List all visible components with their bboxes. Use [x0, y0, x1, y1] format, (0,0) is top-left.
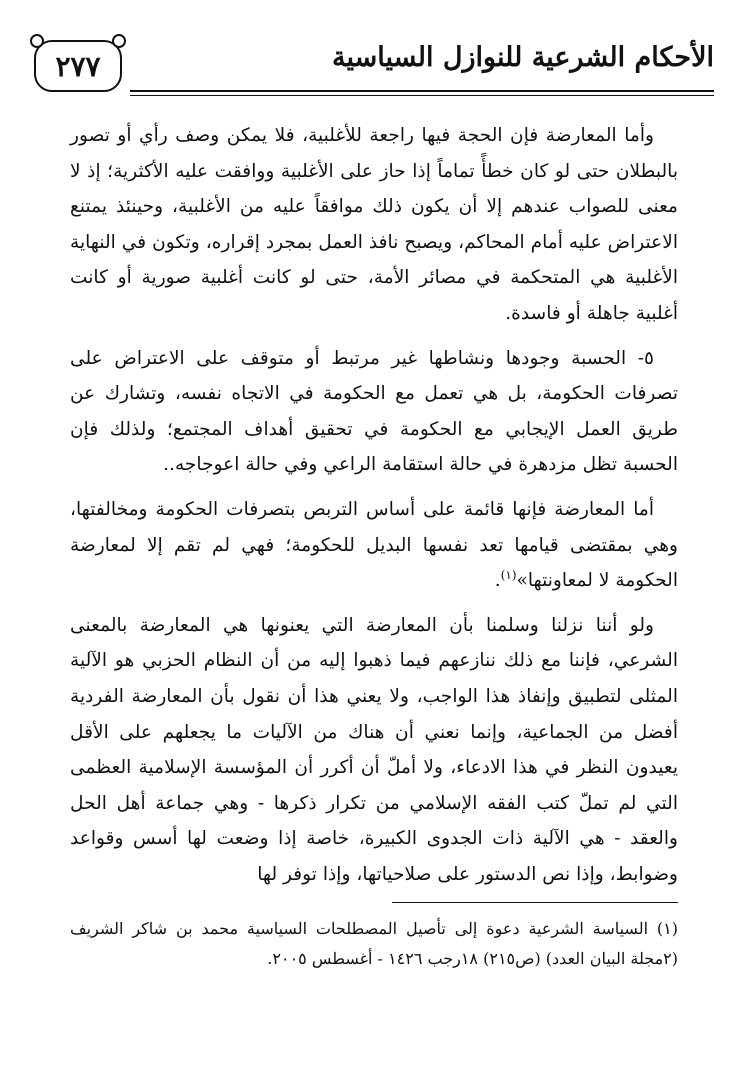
header-rule: [130, 90, 714, 92]
paragraph: وأما المعارضة فإن الحجة فيها راجعة للأغلبية، فلا يمكن وصف رأي أو تصور بالبطلان حتى لو كان خطأً تماماً إذا حاز على الأغلبية ووافقت عليه الأكثرية؛ إذ لا معنى للصواب عندهم إلا أن يكون ذلك موافقاً عليه من الأغلبية، وحينئذ يمتنع الاعتراض عليه أمام المحاكم، ويصبح نافذ العمل بمجرد إقراره، وتكون في النهاية الأغلبية هي المتحكمة في مصائر الأمة، حتى لو كانت أغلبية صورية أو كانت أغلبية جاهلة أو فاسدة.: [70, 125, 678, 324]
paragraph: [70, 492, 678, 599]
running-title: الأحكام الشرعية للنوازل السياسية: [332, 42, 714, 73]
page-header: [34, 36, 714, 108]
header-rule-thin: [130, 95, 714, 96]
page-number: ٢٧٧: [34, 40, 122, 92]
body-text: [70, 118, 678, 892]
footnote-divider: [392, 902, 678, 903]
paragraph-end: .: [494, 570, 501, 592]
paragraph: ولو أننا نزلنا وسلمنا بأن المعارضة التي يعنونها هي المعارضة بالمعنى الشرعي، فإننا مع ذلك ننازعهم فيما ذهبوا إليه من أن النظام الحزبي هو الآلية المثلى لتطبيق وإنفاذ هذا الواجب، ولا يعني هذا أن نقول بأن المعارضة الفردية أفضل من الجماعية، وإنما نعني أن هناك من الآليات ما يجعلهم على الأقل يعيدون النظر في هذا الادعاء، ولا أملّ أن أكرر أن المؤسسة الإسلامية العظمى التي لم تملّ كتب الفقه الإسلامي من تكرار ذكرها - وهي جماعة أهل الحل والعقد - هي الآلية ذات الجدوى الكبيرة، خاصة إذا وضعت لها أسس وقواعد وضوابط، وإذا نص الدستور على صلاحياتها، وإذا توفر لها: [70, 614, 678, 885]
footnote-marker: (١): [500, 567, 517, 582]
paragraph: ٥- الحسبة وجودها ونشاطها غير مرتبط أو متوقف على الاعتراض على تصرفات الحكومة، بل هي تعمل مع الحكومة في الاتجاه نفسه، وتشارك عن طريق العمل الإيجابي مع الحكومة في تحقيق أهداف المجتمع؛ ولذلك فإن الحسبة تظل مزدهرة في حالة استقامة الراعي وفي حالة اعوجاجه..: [70, 347, 678, 476]
paragraph-text: أما المعارضة فإنها قائمة على أساس التربص بتصرفات الحكومة ومخالفتها، وهي بمقتضى قيامها تعد نفسها البديل للحكومة؛ فهي لم تقم إلا لمعارضة الحكومة لا لمعاونتها»: [70, 498, 678, 592]
footnote: (١) السياسة الشرعية دعوة إلى تأصيل المصطلحات السياسية محمد بن شاكر الشريف (٢مجلة البيان العدد) (ص٢١٥) ١٨رجب ١٤٢٦ - أغسطس ٢٠٠٥.: [70, 919, 678, 968]
